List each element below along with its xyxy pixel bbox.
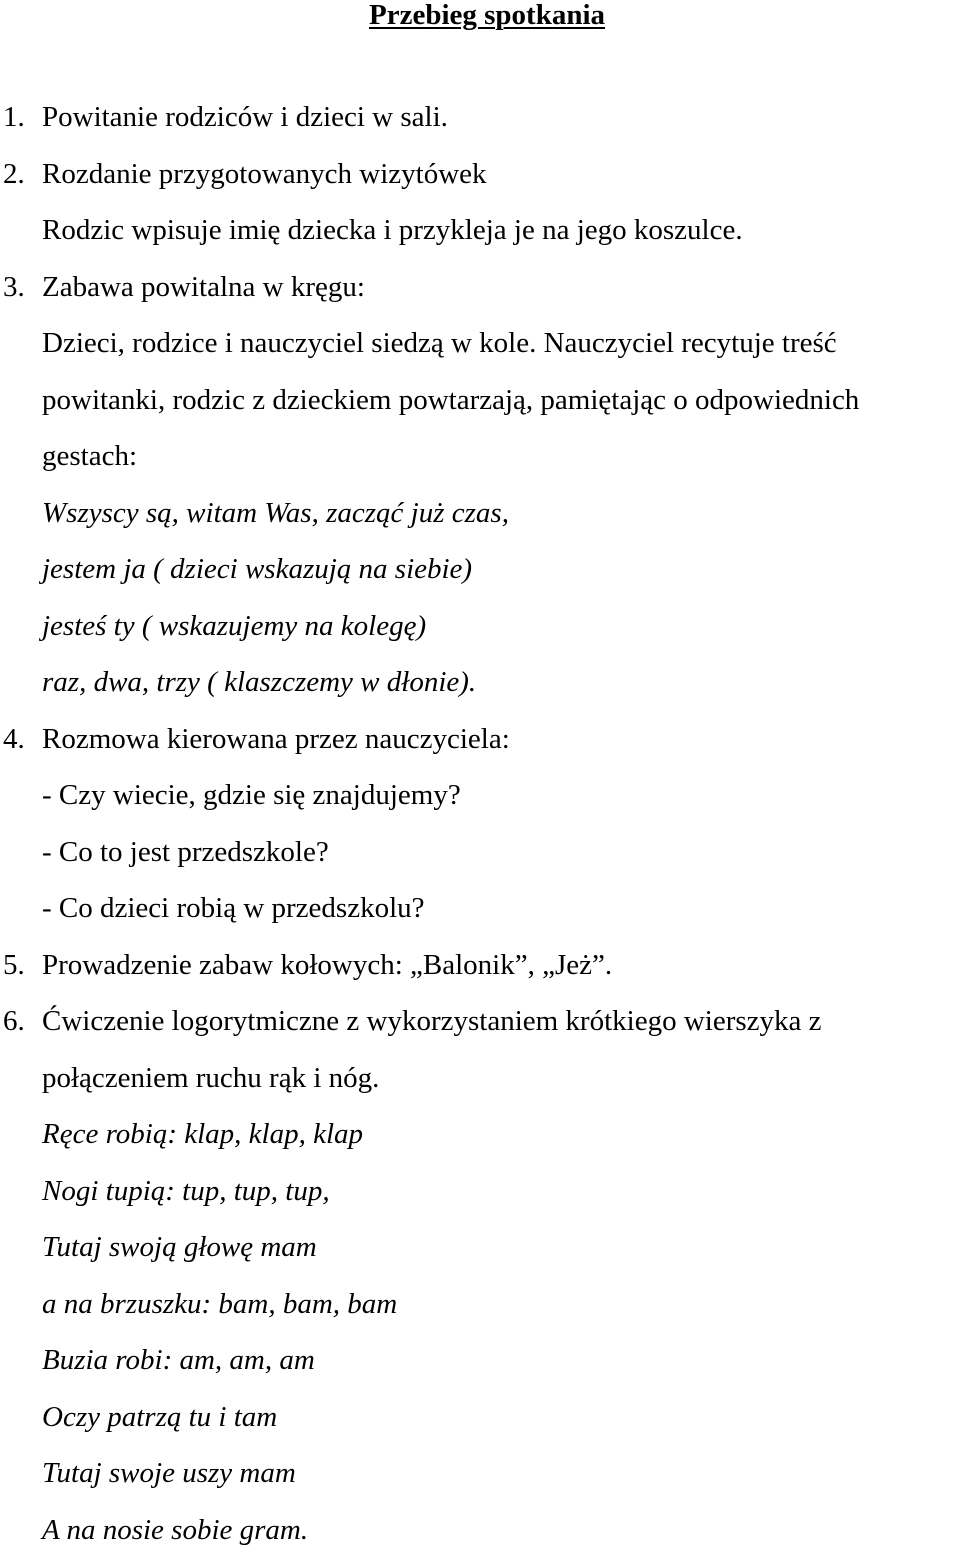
line-text: Oczy patrzą tu i tam [42, 1399, 277, 1435]
verse-line [0, 1173, 960, 1230]
line-text: - Co dzieci robią w przedszkolu? [42, 890, 425, 926]
line-text: Rozdanie przygotowanych wizytówek [42, 156, 487, 192]
list-item [0, 156, 960, 213]
line-text: Tutaj swoje uszy mam [42, 1455, 296, 1491]
line-text: Ćwiczenie logorytmiczne z wykorzystaniem krótkiego wierszyka z [42, 1003, 822, 1039]
verse-line [0, 608, 960, 665]
line-text: połączeniem ruchu rąk i nóg. [42, 1060, 379, 1096]
line-text: Tutaj swoją głowę mam [42, 1229, 317, 1265]
line-text: - Czy wiecie, gdzie się znajdujemy? [42, 777, 461, 813]
paragraph-line [0, 890, 960, 947]
list-number: 5. [3, 947, 25, 983]
verse-line [0, 1116, 960, 1173]
verse-line [0, 1286, 960, 1343]
line-text: Nogi tupią: tup, tup, tup, [42, 1173, 330, 1209]
list-item [0, 947, 960, 1004]
paragraph-line [0, 438, 960, 495]
line-text: raz, dwa, trzy ( klaszczemy w dłonie). [42, 664, 476, 700]
verse-line [0, 1399, 960, 1456]
verse-line [0, 664, 960, 721]
paragraph-line [0, 834, 960, 891]
verse-line [0, 1455, 960, 1512]
line-text: a na brzuszku: bam, bam, bam [42, 1286, 397, 1322]
line-text: - Co to jest przedszkole? [42, 834, 329, 870]
list-item [0, 721, 960, 778]
list-number: 4. [3, 721, 25, 757]
line-text: Buzia robi: am, am, am [42, 1342, 315, 1378]
document-body [0, 99, 960, 1568]
list-item [0, 269, 960, 326]
line-text: Powitanie rodziców i dzieci w sali. [42, 99, 448, 135]
list-number: 6. [3, 1003, 25, 1039]
line-text: Ręce robią: klap, klap, klap [42, 1116, 363, 1152]
verse-line [0, 1342, 960, 1399]
verse-line [0, 1229, 960, 1286]
paragraph-line [0, 1060, 960, 1117]
line-text: Rozmowa kierowana przez nauczyciela: [42, 721, 510, 757]
list-item [0, 99, 960, 156]
verse-line [0, 551, 960, 608]
line-text: Rodzic wpisuje imię dziecka i przykleja je na jego koszulce. [42, 212, 743, 248]
line-text: Zabawa powitalna w kręgu: [42, 269, 365, 305]
line-text: Dzieci, rodzice i nauczyciel siedzą w kole. Nauczyciel recytuje treść [42, 325, 837, 361]
line-text: gestach: [42, 438, 137, 474]
line-text: Wszyscy są, witam Was, zacząć już czas, [42, 495, 509, 531]
paragraph-line [0, 212, 960, 269]
paragraph-line [0, 777, 960, 834]
line-text: A na nosie sobie gram. [42, 1512, 308, 1548]
paragraph-line [0, 325, 960, 382]
line-text: powitanki, rodzic z dzieckiem powtarzają, pamiętając o odpowiednich [42, 382, 859, 418]
page-title: Przebieg spotkania [0, 0, 960, 31]
line-text: jesteś ty ( wskazujemy na kolegę) [42, 608, 426, 644]
list-number: 2. [3, 156, 25, 192]
line-text: Prowadzenie zabaw kołowych: „Balonik”, „Jeż”. [42, 947, 612, 983]
list-number: 1. [3, 99, 25, 135]
paragraph-line [0, 382, 960, 439]
line-text: jestem ja ( dzieci wskazują na siebie) [42, 551, 472, 587]
verse-line [0, 495, 960, 552]
list-item [0, 1003, 960, 1060]
list-number: 3. [3, 269, 25, 305]
